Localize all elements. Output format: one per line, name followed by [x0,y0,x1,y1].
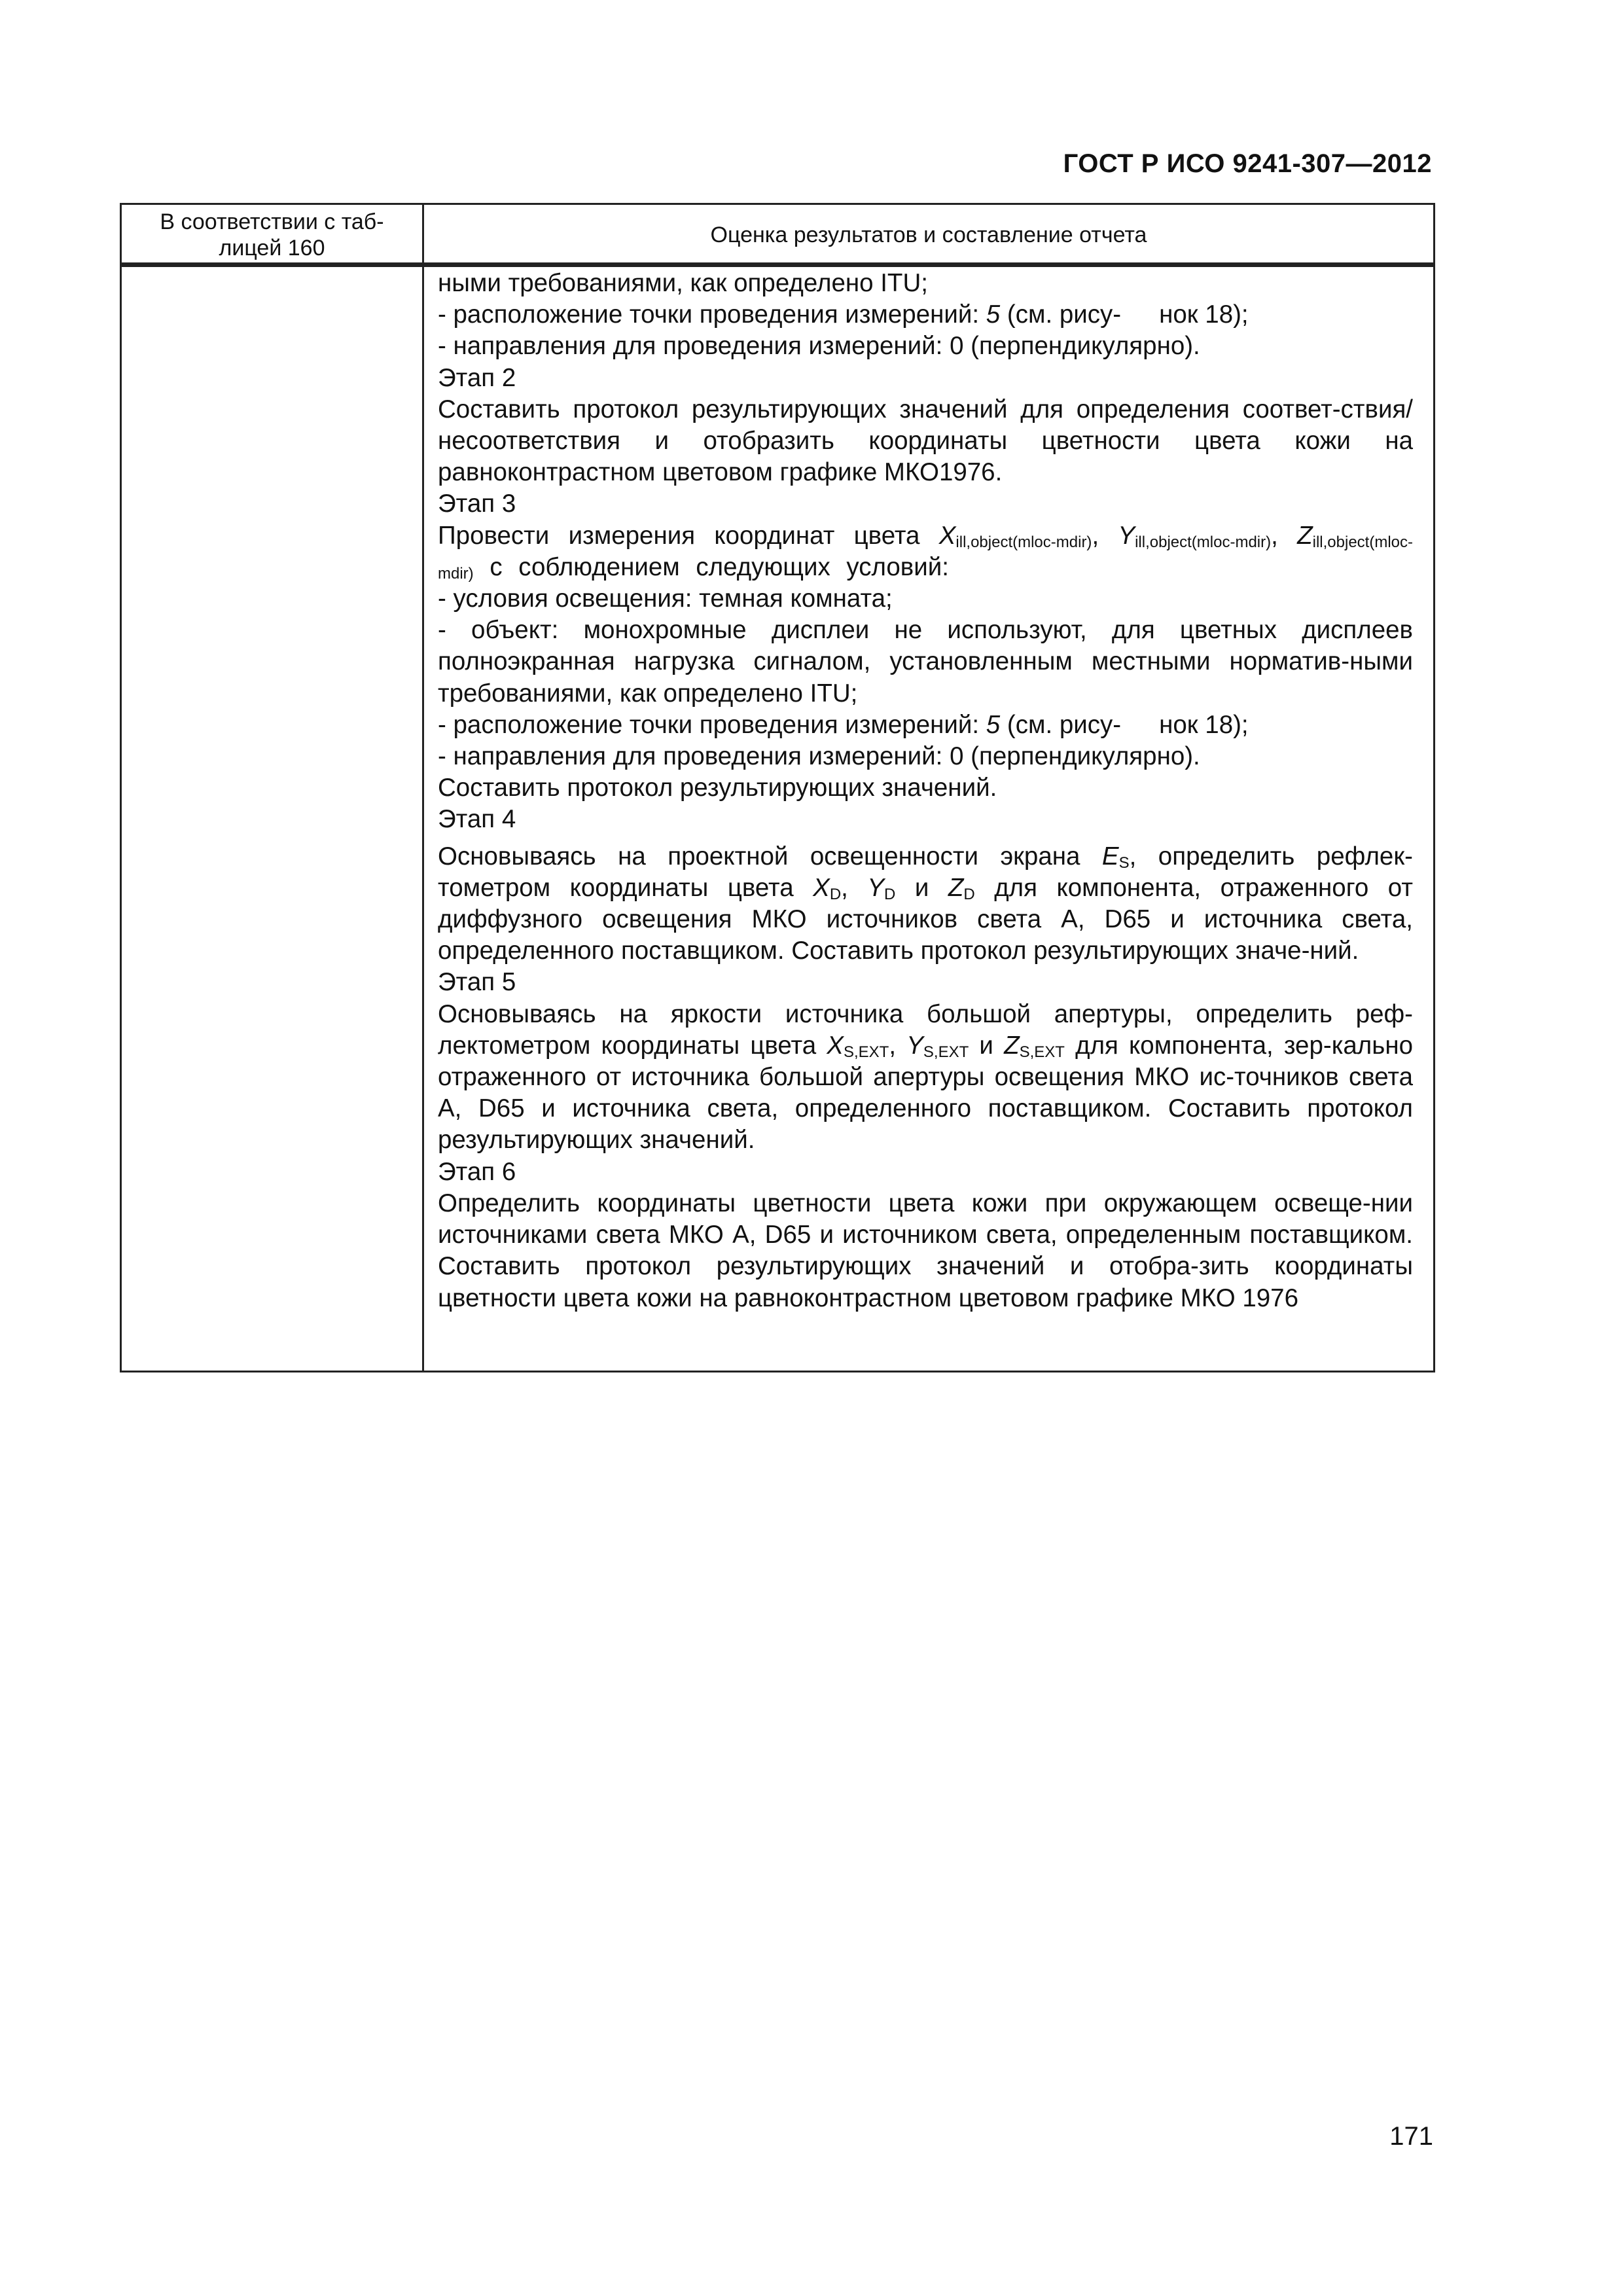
text-line: - условия освещения: темная комната; [438,584,893,613]
evaluation-table [120,203,1435,1372]
paragraph: - объект: монохромные дисплеи не используют, для цветных дисплеев полноэкранная нагрузка сигналом, установленным местными норматив-ными требованиями, как определено ITU; [438,616,1413,708]
text-line: - расположение точки проведения измерений: 5 (см. рису- нок 18); [438,300,1249,329]
column-header-reference [122,209,422,261]
stage-heading: Этап 4 [438,805,516,834]
evaluation-body [438,268,1413,1314]
paragraph: Определить координаты цветности цвета кожи при окружающем освеще-нии источниками света МКО А, D65 и источником света, определенным поставщиком. Составить протокол результирующих значений и отобра-зить координаты цветности цвета кожи на равноконтрастном цветовом графике МКО 1976 [438,1189,1413,1312]
stage-heading: Этап 3 [438,490,516,518]
document-standard-code: ГОСТ Р ИСО 9241-307—2012 [1063,149,1432,178]
header-rule [122,262,1433,267]
text-line: - направления для проведения измерений: 0 (перпендикулярно). [438,742,1200,771]
stage-heading: Этап 5 [438,968,516,997]
text-line: - направления для проведения измерений: 0 (перпендикулярно). [438,332,1200,361]
page-number: 171 [1389,2122,1433,2151]
column-header-evaluation: Оценка результатов и составление отчета [710,223,1147,247]
paragraph: Провести измерения координат цвета $X_{ill,object(mloc-mdir)}$, $Y_{ill,object(mloc-mdir)}$, $Z_{ill,object(mloc-mdir)}$ с соблюдением следующих условий: [438,521,1413,583]
paragraph: Составить протокол результирующих значений для определения соответ-ствия/несоответствия и отобразить координаты цветности цвета кожи на равноконтрастном цветовом графике МКО1976. [438,395,1413,487]
paragraph: Основываясь на яркости источника большой апертуры, определить реф-лектометром координаты цвета $X_{S,EXT}$, $Y_{S,EXT}$ и $Z_{S,EXT}$ для компонента, зер-кально отраженного от источника большой апертуры освещения МКО ис-точников света А, D65 и источника света, определенного поставщиком. Составить протокол результирующих значений. [438,999,1413,1155]
stage-heading: Этап 2 [438,363,516,392]
column-divider [422,205,424,1371]
paragraph: Основываясь на проектной освещенности экрана $E_S$, определить рефлек-тометром координаты цвета $X_D$, $Y_D$ и $Z_D$ для компонента, отраженного от диффузного освещения МКО источников света А, D65 и источника света, определенного поставщиком. Составить протокол результирующих значе-ний. [438,842,1413,965]
text-line: - расположение точки проведения измерений: 5 (см. рису- нок 18); [438,710,1249,739]
stage-heading: Этап 6 [438,1157,516,1186]
text-line: Составить протокол результирующих значений. [438,774,997,802]
column-header-reference-text: В соответствии с таб- лицей 160 [160,209,384,260]
text-line: ными требованиями, как определено ITU; [438,269,928,297]
